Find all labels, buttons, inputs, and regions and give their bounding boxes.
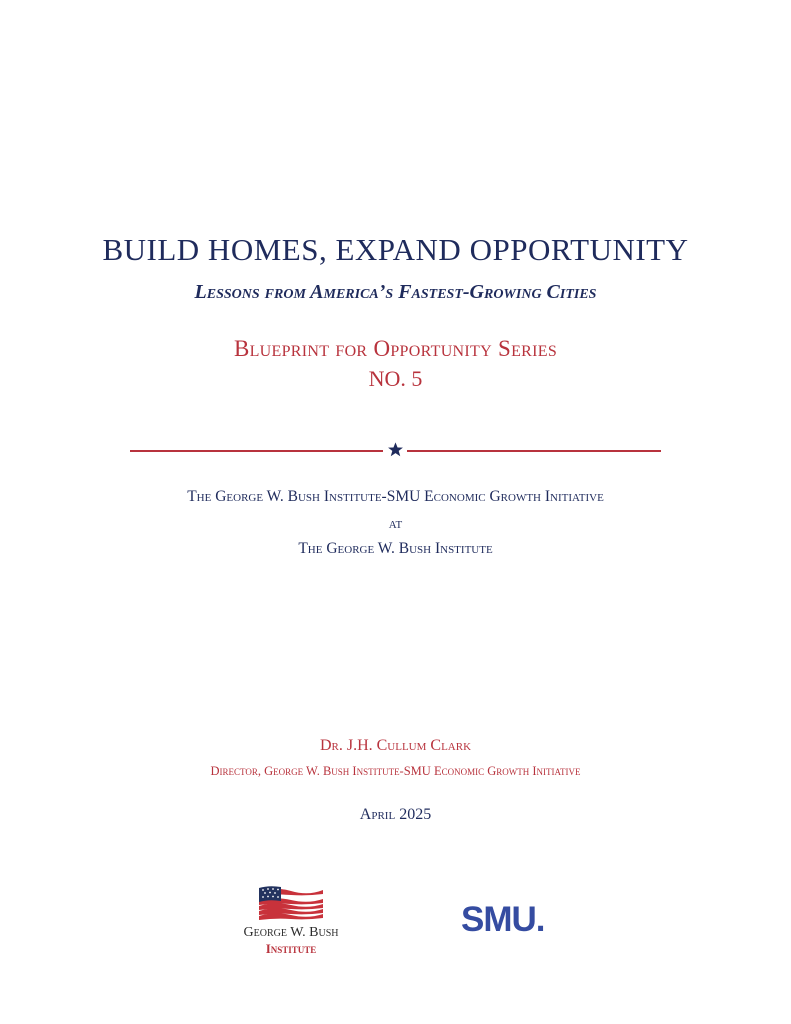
bush-institute-logo xyxy=(218,880,364,960)
american-flag-icon xyxy=(257,884,325,922)
star-icon xyxy=(387,441,404,458)
author-name: Dr. J.H. Cullum Clark xyxy=(319,737,472,754)
bush-institute-name: George W. Bush xyxy=(243,925,339,940)
author-title: Director, George W. Bush Institute-SMU Economic Growth Initiative xyxy=(210,764,581,778)
report-title: BUILD HOMES, EXPAND OPPORTUNITY xyxy=(102,232,689,267)
organization-name: The George W. Bush Institute-SMU Economic Growth Initiative xyxy=(187,488,604,505)
host-institution: The George W. Bush Institute xyxy=(298,540,493,557)
divider-line-left xyxy=(130,450,383,452)
smu-wordmark: SMU. xyxy=(461,900,545,939)
smu-logo xyxy=(461,900,567,940)
series-name: Blueprint for Opportunity Series xyxy=(233,336,558,361)
bush-institute-label: Institute xyxy=(265,941,317,956)
organization-at: at xyxy=(388,516,403,532)
report-subtitle: Lessons from America’s Fastest-Growing Cities xyxy=(194,281,597,303)
series-number: NO. 5 xyxy=(368,366,423,391)
publication-date: April 2025 xyxy=(359,806,432,823)
divider-line-right xyxy=(407,450,661,452)
